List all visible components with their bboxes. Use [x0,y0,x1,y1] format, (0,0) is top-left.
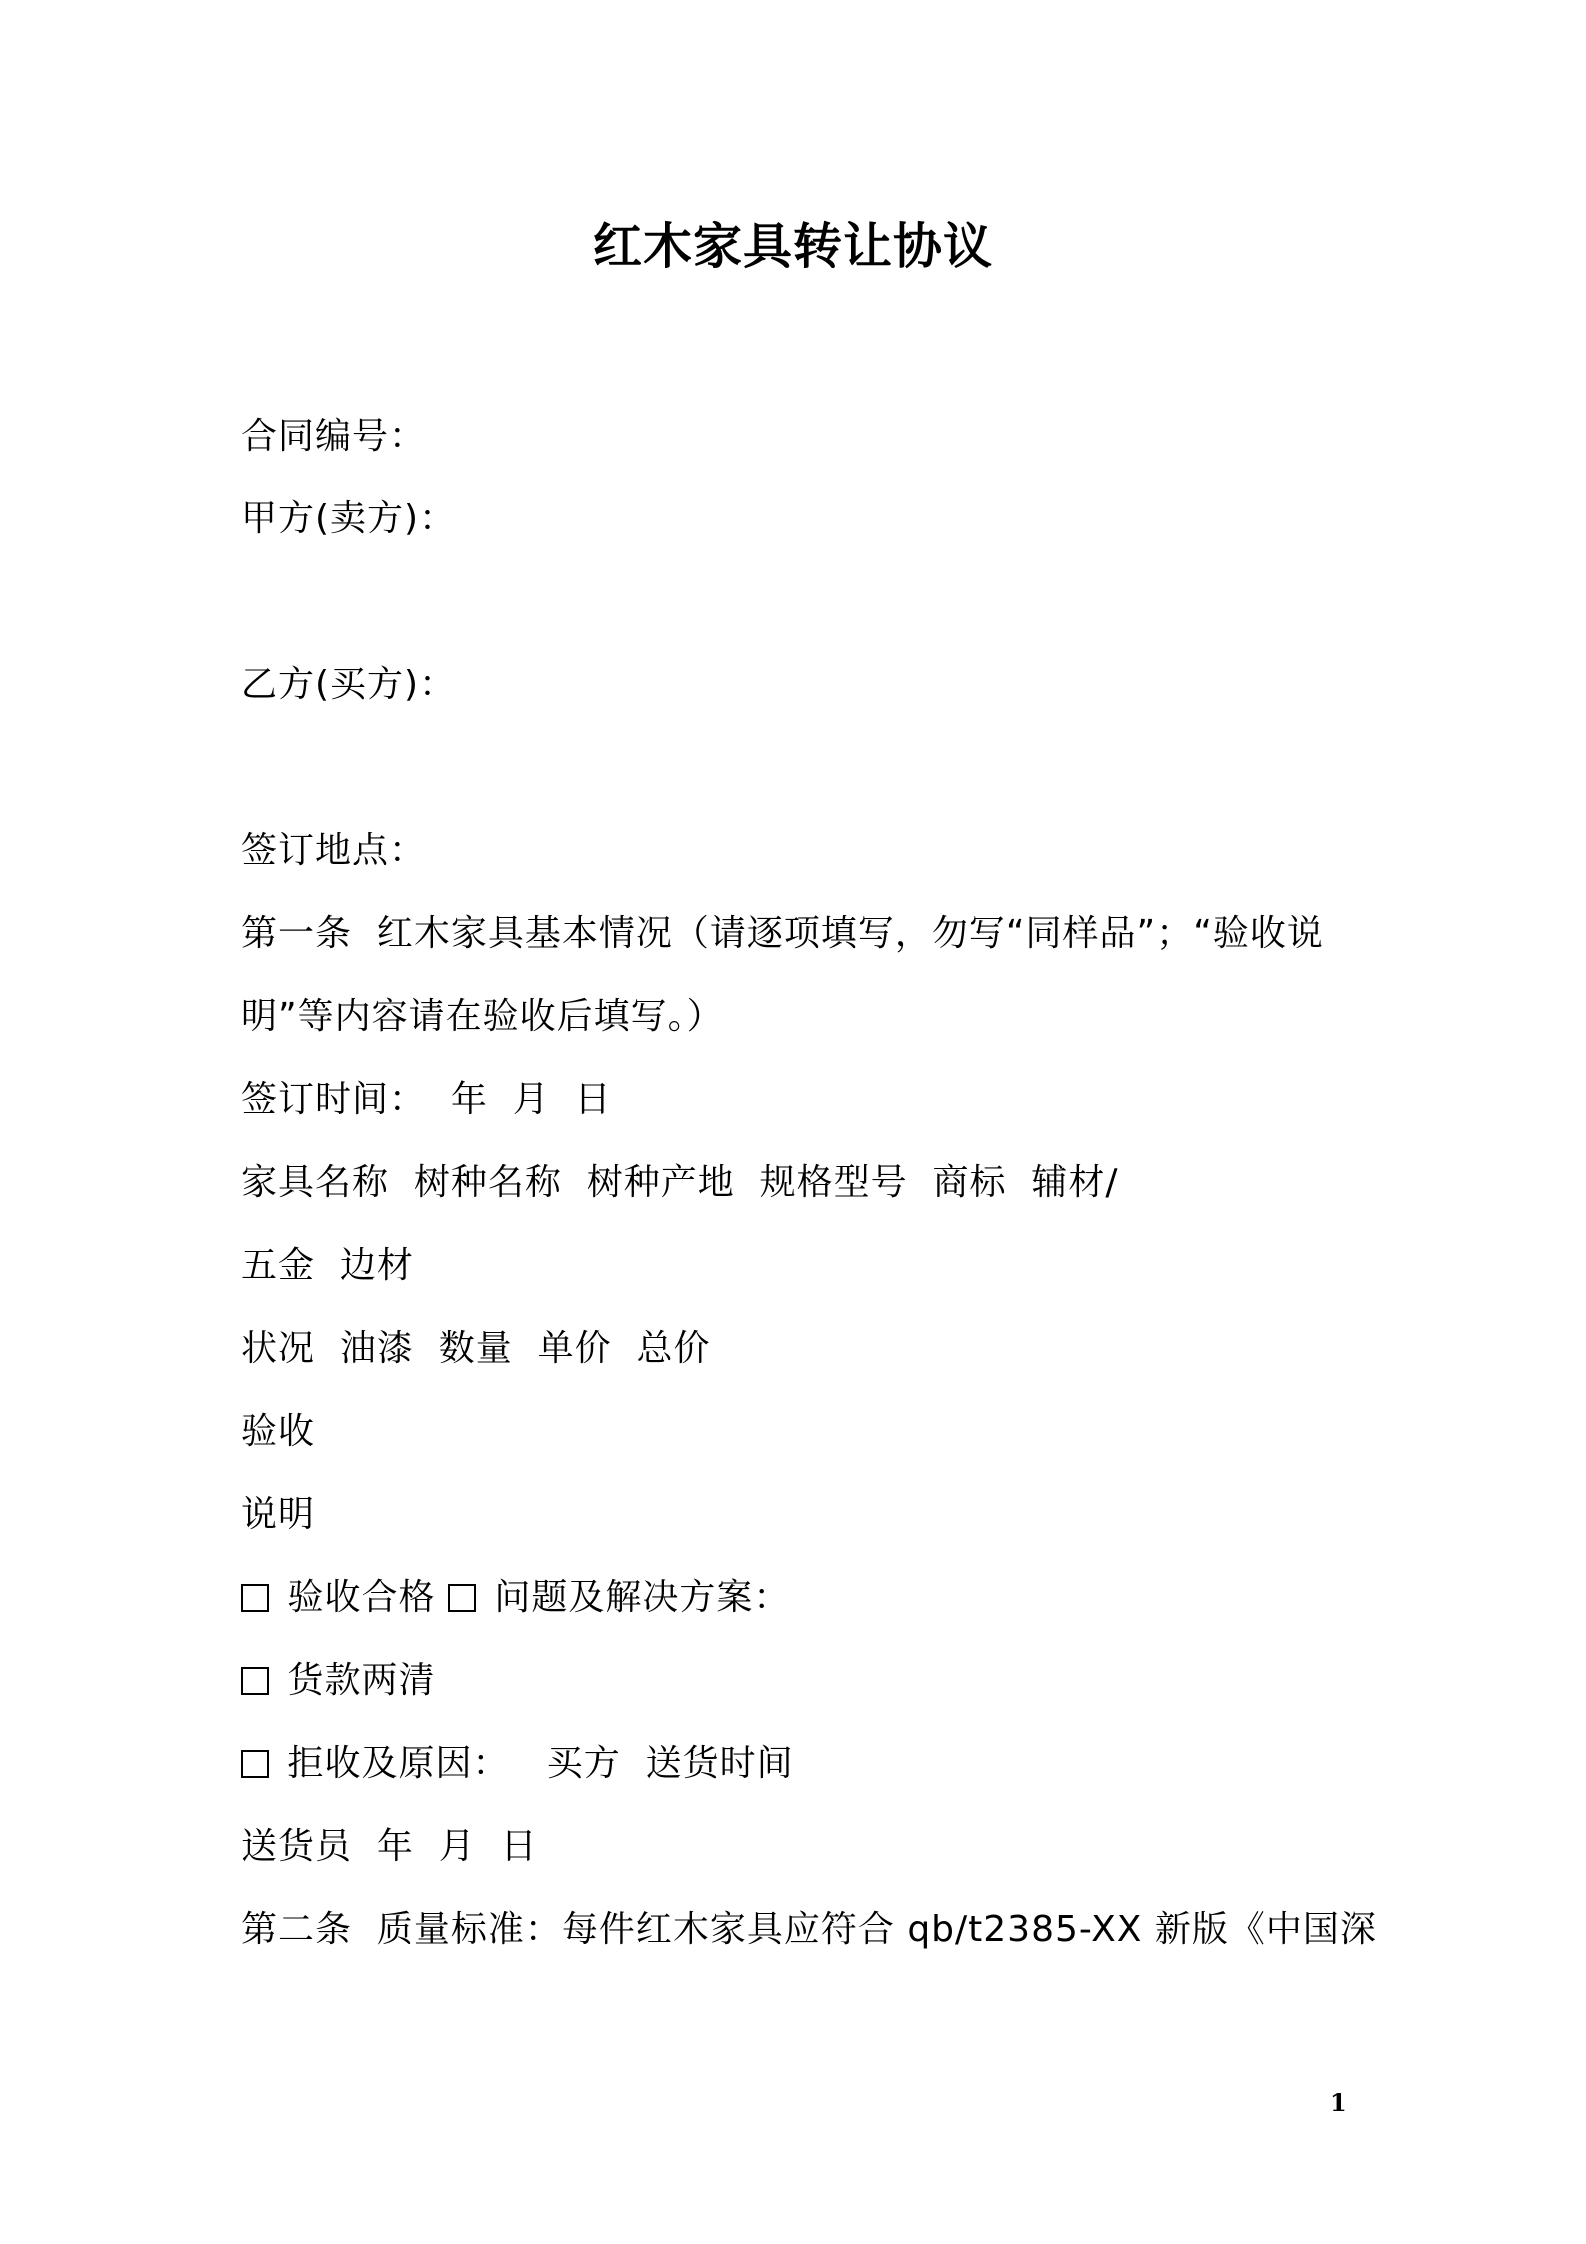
accepted-label: 验收合格 [287,1577,436,1618]
issue-checkbox[interactable] [448,1584,476,1612]
furniture-fields-line-3: 状况 油漆 数量 单价 总价 [241,1328,711,1369]
furniture-fields-line-2: 五金 边材 [241,1245,414,1286]
payment-option-line [241,1656,435,1706]
signing-place-label: 签订地点： [241,830,427,871]
payment-settled-checkbox[interactable] [241,1667,269,1695]
furniture-fields-line-1: 家具名称 树种名称 树种产地 规格型号 商标 辅材/ [241,1162,1119,1203]
rejection-checkbox[interactable] [241,1750,269,1778]
rejection-label: 拒收及原因： 买方 送货时间 [287,1743,794,1784]
article-one-line-1: 第一条 红木家具基本情况（请逐项填写，勿写“同样品”；“验收说 [241,913,1324,954]
accepted-checkbox[interactable] [241,1584,269,1612]
page-number: 1 [1330,2088,1347,2117]
article-two-line: 第二条 质量标准：每件红木家具应符合 qb/t2385-XX 新版《中国深 [241,1909,1377,1950]
explanation-label: 说明 [241,1494,316,1535]
article-one-line-2: 明”等内容请在验收后填写。） [241,996,724,1037]
rejection-option-line [241,1739,794,1789]
acceptance-options-line [241,1573,790,1623]
issue-label: 问题及解决方案： [494,1577,791,1618]
contract-number-label: 合同编号： [241,416,427,457]
payment-settled-label: 货款两清 [287,1660,436,1701]
acceptance-label: 验收 [241,1411,316,1452]
party-a-label: 甲方(卖方)： [241,498,457,539]
signing-date-line: 签订时间： 年 月 日 [241,1079,612,1120]
party-b-label: 乙方(买方)： [241,664,457,705]
delivery-person-line: 送货员 年 月 日 [241,1826,538,1867]
document-title: 红木家具转让协议 [592,218,993,275]
